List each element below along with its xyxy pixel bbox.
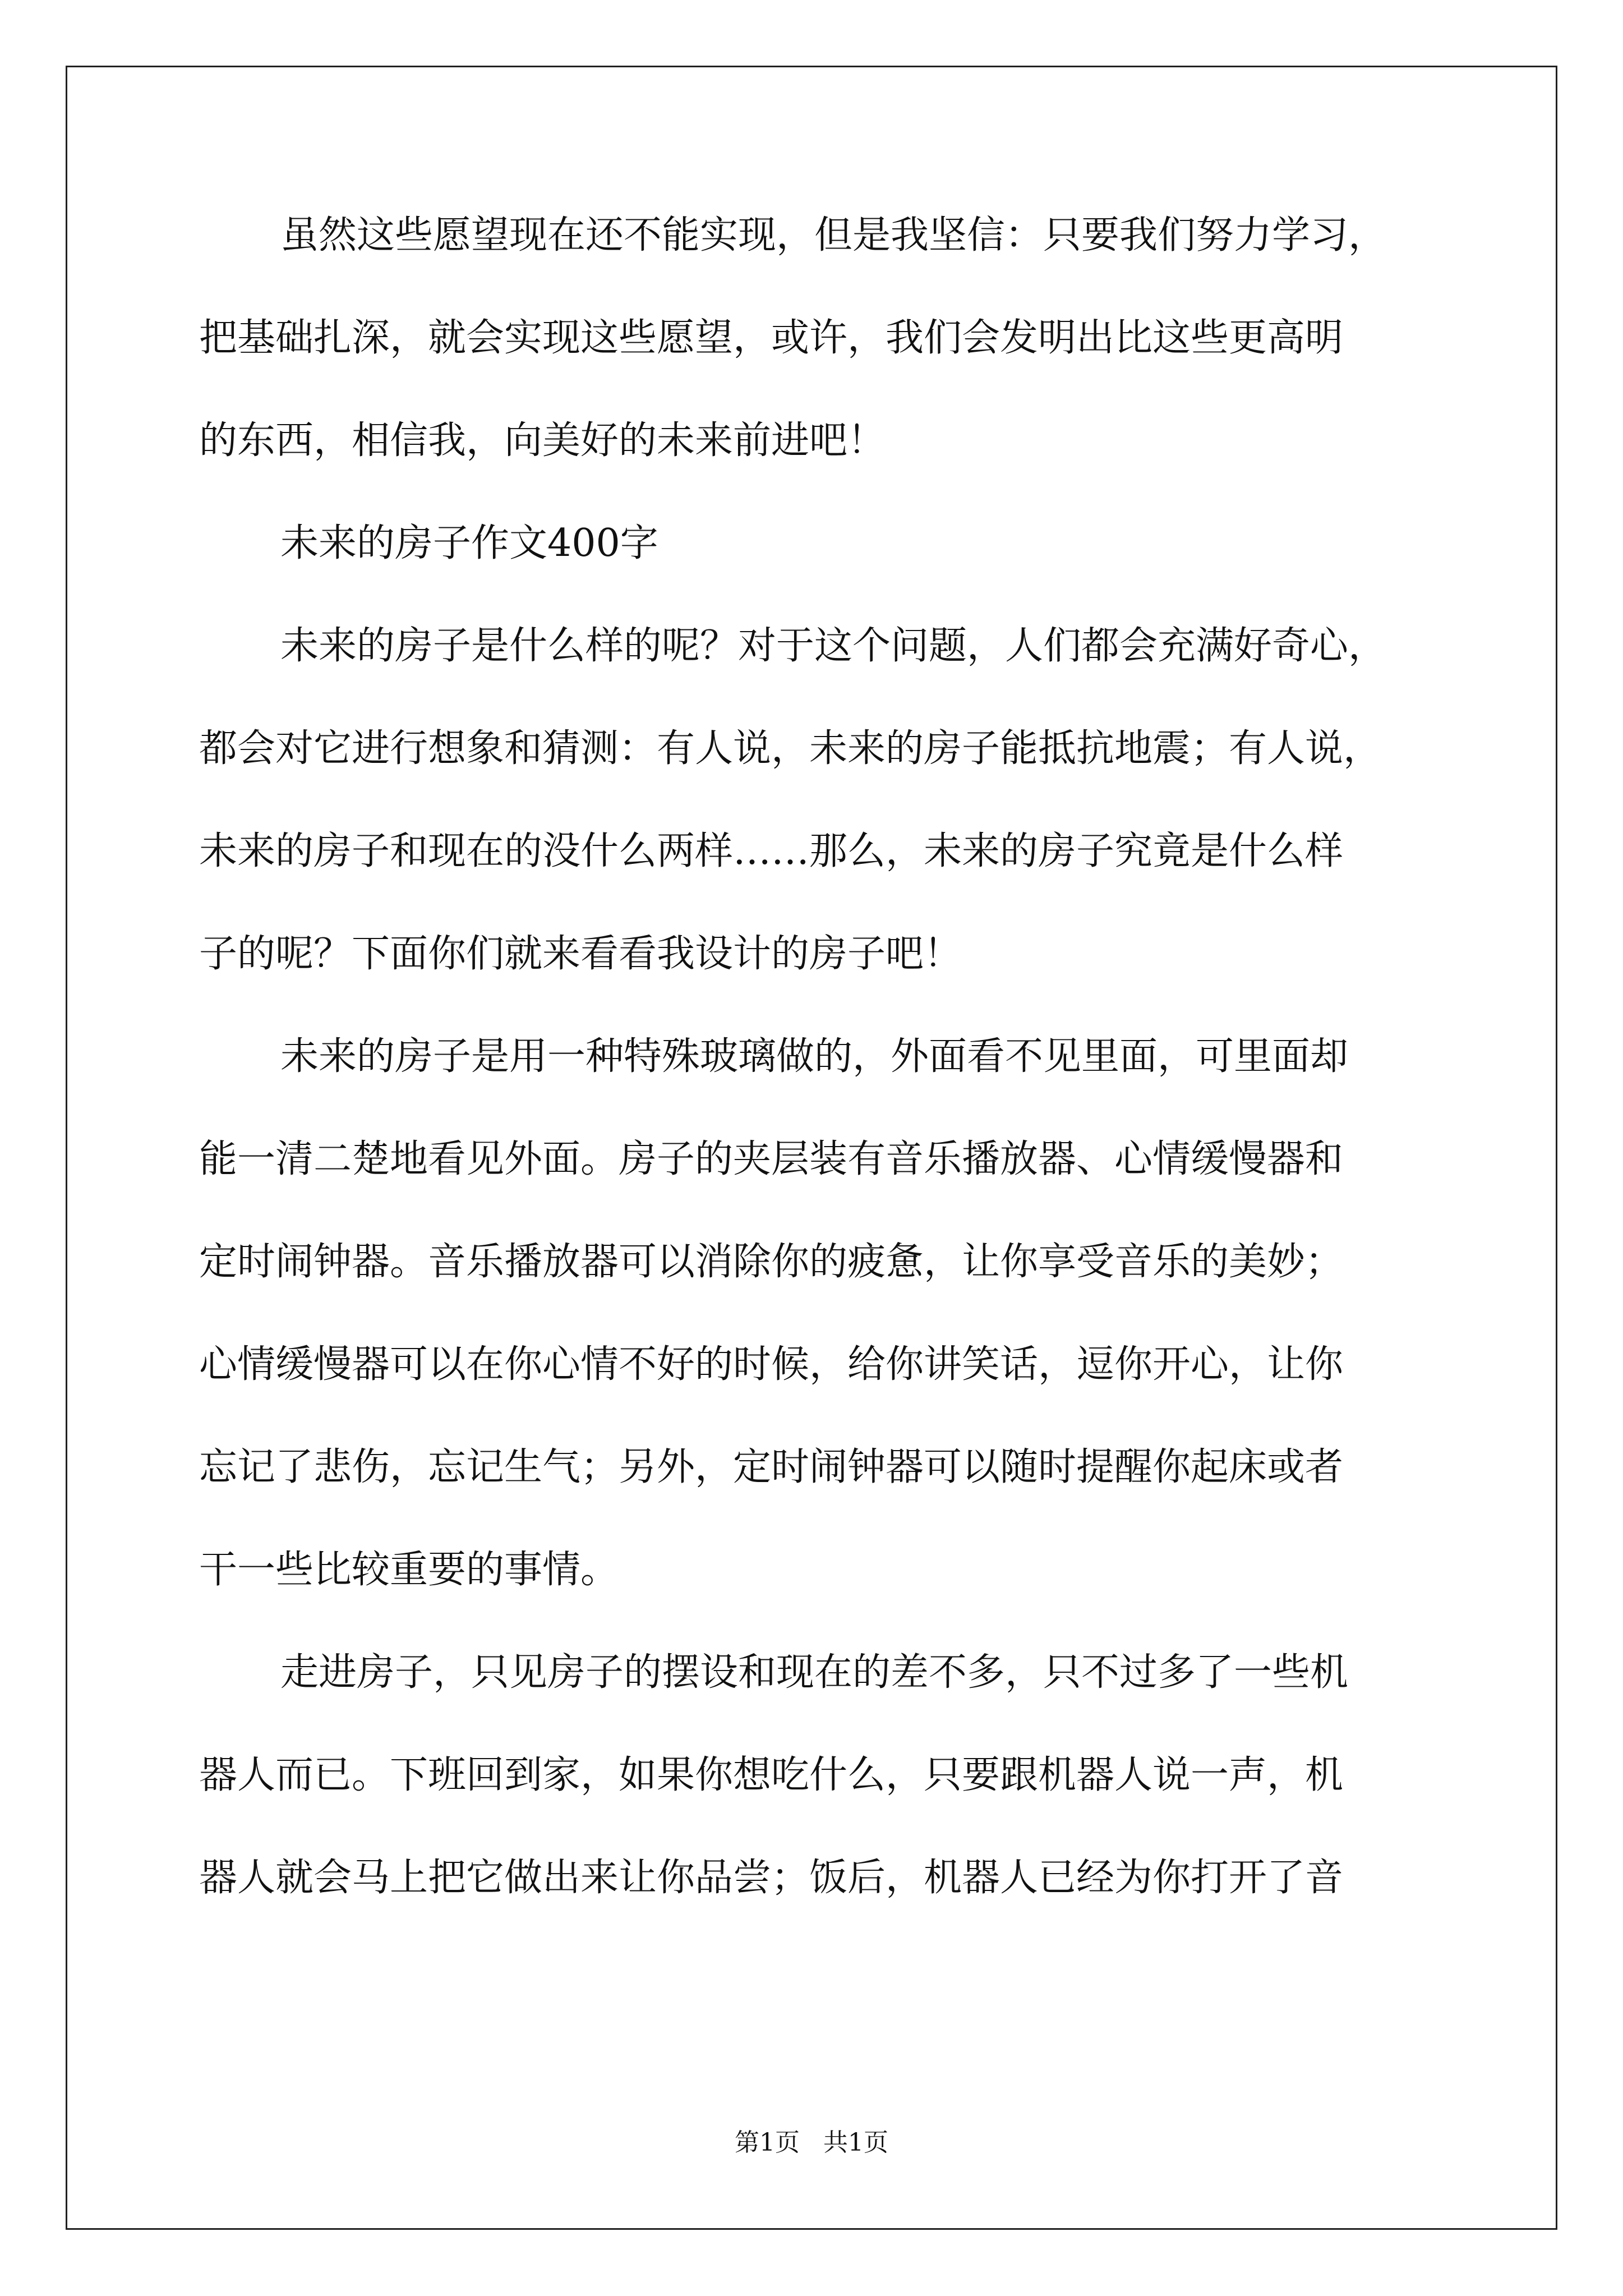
- text-line: 定时闹钟器。音乐播放器可以消除你的疲惫，让你享受音乐的美妙；: [199, 1240, 1344, 1284]
- text-line: 能一清二楚地看见外面。房子的夹层装有音乐播放器、心情缓慢器和: [199, 1137, 1344, 1181]
- section-heading: 未来的房子作文400字: [280, 521, 658, 565]
- text-line: 忘记了悲伤，忘记生气；另外，定时闹钟器可以随时提醒你起床或者: [199, 1445, 1344, 1489]
- text-line: 器人就会马上把它做出来让你品尝；饭后，机器人已经为你打开了音: [199, 1856, 1344, 1900]
- text-line: 未来的房子是用一种特殊玻璃做的，外面看不见里面，可里面却: [280, 1034, 1349, 1079]
- text-line: 虽然这些愿望现在还不能实现，但是我坚信：只要我们努力学习，: [280, 213, 1387, 257]
- text-line: 未来的房子是什么样的呢？对于这个问题，人们都会充满好奇心，: [280, 624, 1387, 668]
- text-line: 都会对它进行想象和猜测：有人说，未来的房子能抵抗地震；有人说，: [199, 726, 1382, 771]
- text-line: 干一些比较重要的事情。: [199, 1548, 619, 1592]
- text-line: 走进房子，只见房子的摆设和现在的差不多，只不过多了一些机: [280, 1650, 1349, 1695]
- text-line: 的东西，相信我，向美好的未来前进吧！: [199, 418, 886, 463]
- text-line: 器人而已。下班回到家，如果你想吃什么，只要跟机器人说一声，机: [199, 1753, 1344, 1797]
- text-line: 心情缓慢器可以在你心情不好的时候，给你讲笑话，逗你开心，让你: [199, 1342, 1344, 1387]
- text-line: 子的呢？下面你们就来看看我设计的房子吧！: [199, 932, 962, 976]
- text-line: 未来的房子和现在的没什么两样……那么，未来的房子究竟是什么样: [199, 829, 1344, 873]
- text-line: 把基础扎深，就会实现这些愿望，或许，我们会发明出比这些更高明: [199, 316, 1344, 360]
- page-footer: 第1页 共1页: [735, 2128, 888, 2157]
